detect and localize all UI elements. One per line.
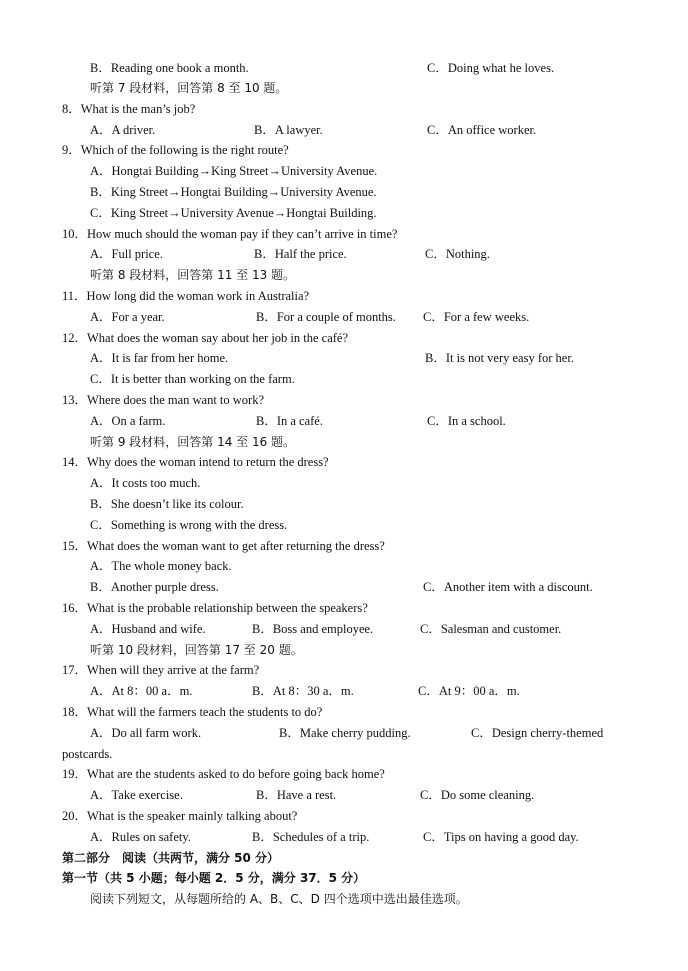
option-a: A．On a farm. — [90, 414, 166, 428]
question-20: 20．What is the speaker mainly talking about? — [62, 809, 298, 823]
option-b: B．A lawyer. — [254, 123, 323, 137]
option-a: A．Do all farm work. — [90, 726, 202, 740]
option-c-continuation: postcards. — [62, 747, 113, 761]
option-c: C．Salesman and customer. — [420, 622, 562, 636]
option-c: C．At 9：00 a．m. — [418, 684, 520, 698]
option-b: B．In a café. — [256, 414, 323, 428]
option-c: C．Do some cleaning. — [420, 788, 535, 802]
question-13: 13．Where does the man want to work? — [62, 393, 265, 407]
option-c: C．Doing what he loves. — [427, 61, 555, 75]
option-b: B．She doesn’t like its colour. — [90, 497, 244, 511]
option-b: B．Make cherry pudding. — [279, 726, 411, 740]
question-10: 10．How much should the woman pay if they can’t arrive in time? — [62, 227, 398, 241]
option-b: B．Schedules of a trip. — [252, 830, 370, 844]
option-c: C．An office worker. — [427, 123, 537, 137]
listening-instruction: 听第 10 段材料，回答第 17 至 20 题。 — [90, 643, 303, 657]
option-c: C．Design cherry-themed — [471, 726, 604, 740]
option-b: B．At 8：30 a．m. — [252, 684, 354, 698]
option-a: A．Husband and wife. — [90, 622, 206, 636]
option-a: A．Full price. — [90, 247, 163, 261]
option-b: B．It is not very easy for her. — [425, 351, 574, 365]
question-17: 17．When will they arrive at the farm? — [62, 663, 260, 677]
option-c: C．King Street→University Avenue→Hongtai Building. — [90, 206, 377, 220]
option-a: A．Hongtai Building→King Street→University Avenue. — [90, 164, 378, 178]
listening-instruction: 听第 9 段材料，回答第 14 至 16 题。 — [90, 435, 296, 449]
question-19: 19．What are the students asked to do before going back home? — [62, 767, 385, 781]
question-15: 15．What does the woman want to get after returning the dress? — [62, 539, 385, 553]
part-two-heading: 第二部分 阅读（共两节，满分 50 分） — [62, 851, 280, 865]
option-b: B．Another purple dress. — [90, 580, 219, 594]
option-b: B．King Street→Hongtai Building→University Avenue. — [90, 185, 377, 199]
question-11: 11．How long did the woman work in Australia? — [62, 289, 310, 303]
option-c: C．It is better than working on the farm. — [90, 372, 295, 386]
option-a: A．Take exercise. — [90, 788, 183, 802]
question-16: 16．What is the probable relationship between the speakers? — [62, 601, 368, 615]
question-9: 9．Which of the following is the right route? — [62, 143, 289, 157]
option-c: C．Another item with a discount. — [423, 580, 593, 594]
option-c: C．In a school. — [427, 414, 506, 428]
option-b: B．Boss and employee. — [252, 622, 374, 636]
option-c: C．Tips on having a good day. — [423, 830, 579, 844]
option-a: A．Rules on safety. — [90, 830, 191, 844]
reading-instruction: 阅读下列短文，从每题所给的 A、B、C、D 四个选项中选出最佳选项。 — [90, 892, 468, 906]
option-c: C．Something is wrong with the dress. — [90, 518, 288, 532]
option-a: A．A driver. — [90, 123, 156, 137]
section-one-heading: 第一节（共 5 小题；每小题 2．5 分，满分 37．5 分） — [62, 871, 366, 885]
question-12: 12．What does the woman say about her job in the café? — [62, 331, 349, 345]
option-b: B．Half the price. — [254, 247, 347, 261]
question-14: 14．Why does the woman intend to return the dress? — [62, 455, 329, 469]
question-18: 18．What will the farmers teach the students to do? — [62, 705, 323, 719]
listening-instruction: 听第 8 段材料，回答第 11 至 13 题。 — [90, 268, 296, 282]
option-c: C．Nothing. — [425, 247, 490, 261]
question-8: 8．What is the man’s job? — [62, 102, 196, 116]
option-a: A．For a year. — [90, 310, 165, 324]
option-b: B．Reading one book a month. — [90, 61, 249, 75]
listening-instruction: 听第 7 段材料，回答第 8 至 10 题。 — [90, 81, 288, 95]
option-b: B．Have a rest. — [256, 788, 337, 802]
option-a: A．It is far from her home. — [90, 351, 229, 365]
option-b: B．For a couple of months. — [256, 310, 396, 324]
option-a: A．The whole money back. — [90, 559, 232, 573]
option-a: A．At 8：00 a．m. — [90, 684, 193, 698]
option-c: C．For a few weeks. — [423, 310, 530, 324]
option-a: A．It costs too much. — [90, 476, 201, 490]
